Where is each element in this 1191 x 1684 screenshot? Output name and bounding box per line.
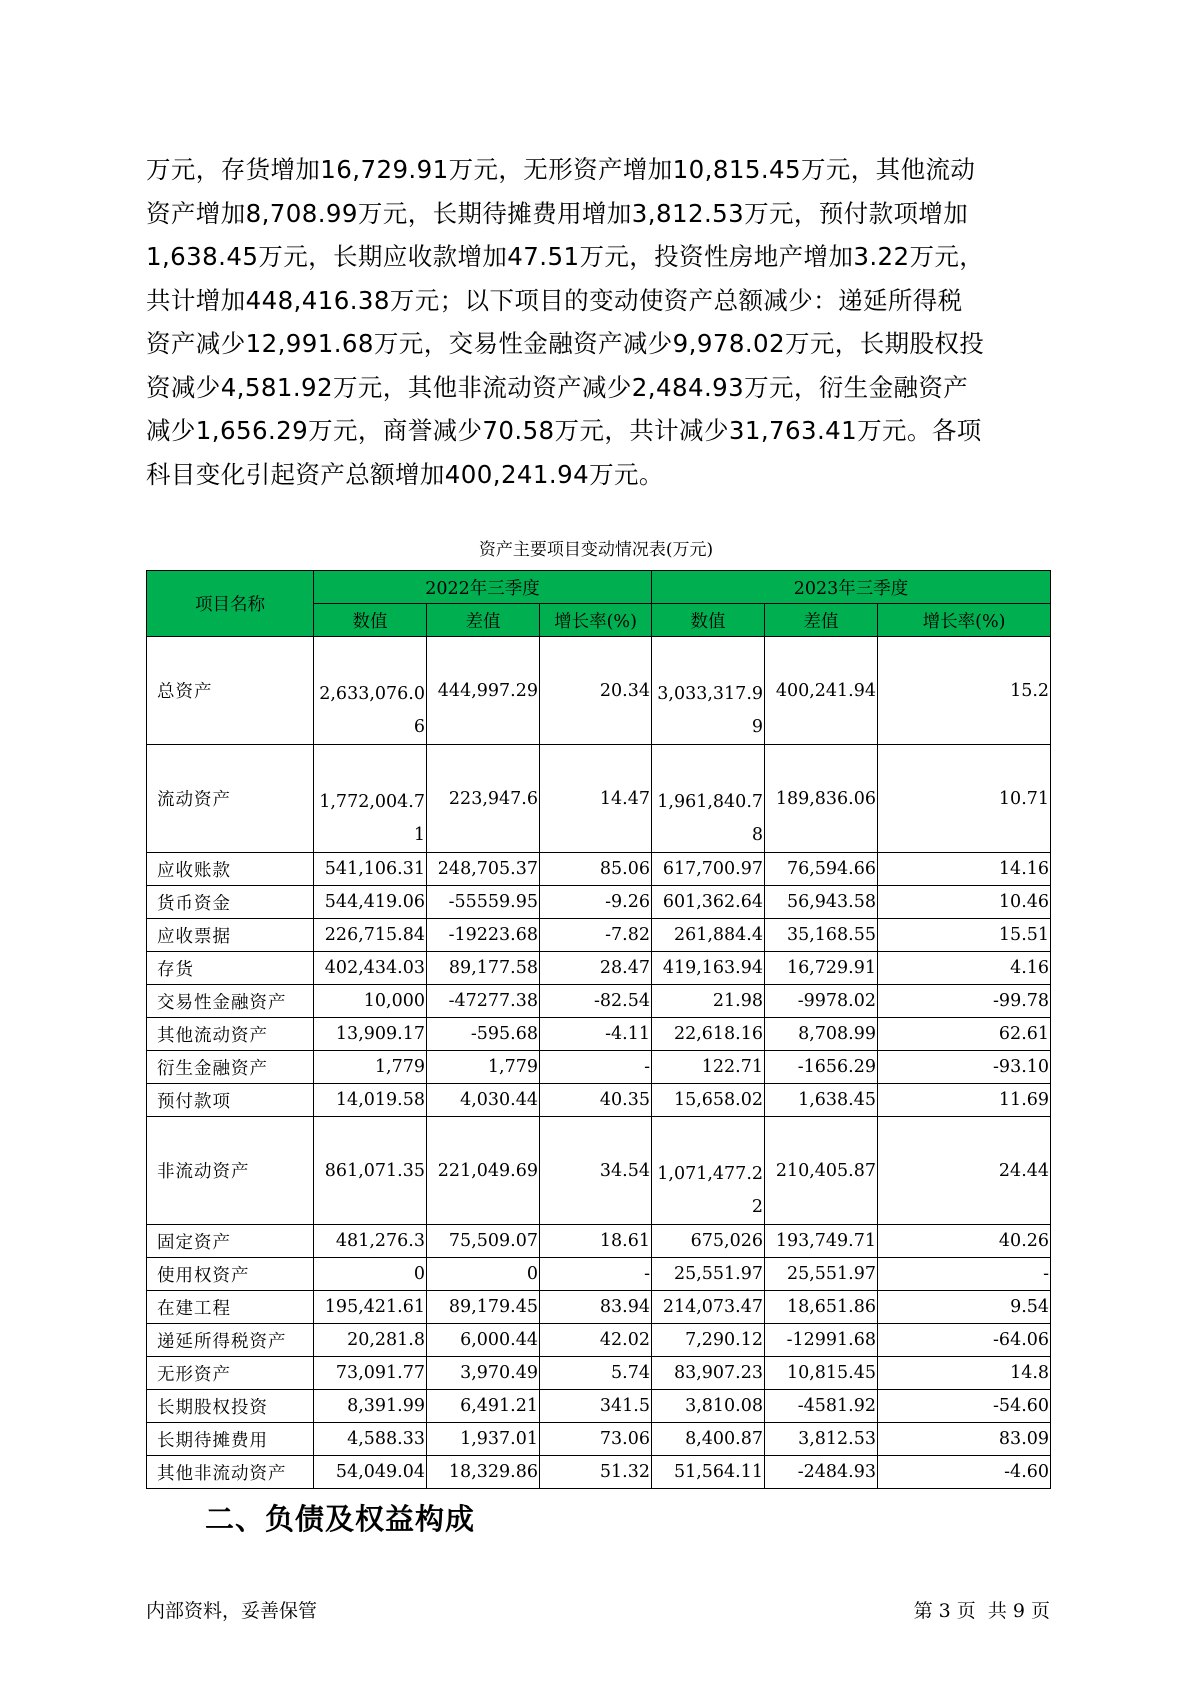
paragraph-line: 资产减少12,991.68万元，交易性金融资产减少9,978.02万元，长期股权投 <box>146 329 985 358</box>
value-2023: 22,618.16 <box>652 1018 765 1051</box>
rate-2022: -4.11 <box>540 1018 652 1051</box>
value-2023: 7,290.12 <box>652 1324 765 1357</box>
section-heading: 二、负债及权益构成 <box>205 1502 476 1536</box>
paragraph-line: 共计增加448,416.38万元；以下项目的变动使资产总额减少：递延所得税 <box>146 285 963 315</box>
rate-2023: 10.46 <box>878 886 1051 919</box>
table-row <box>147 1456 1051 1489</box>
rate-2023: 11.69 <box>878 1084 1051 1117</box>
diff-2022: -47277.38 <box>427 985 540 1018</box>
value-2022: 20,281.8 <box>314 1324 427 1357</box>
table-row <box>147 919 1051 952</box>
table-row <box>147 1291 1051 1324</box>
value-2023 <box>652 745 765 853</box>
value-2022: 0 <box>314 1258 427 1291</box>
footer-confidential-note: 内部资料，妥善保管 <box>146 1600 318 1622</box>
table-row <box>147 952 1051 985</box>
rate-2022: 40.35 <box>540 1084 652 1117</box>
diff-2023: 10,815.45 <box>765 1357 878 1390</box>
row-label: 使用权资产 <box>147 1258 314 1291</box>
value-2023: 214,073.47 <box>652 1291 765 1324</box>
value-2023 <box>652 637 765 745</box>
rate-2023: 4.16 <box>878 952 1051 985</box>
table-row <box>147 1225 1051 1258</box>
rate-2023: -93.10 <box>878 1051 1051 1084</box>
row-label: 交易性金融资产 <box>147 985 314 1018</box>
value-2022: 226,715.84 <box>314 919 427 952</box>
row-label: 其他非流动资产 <box>147 1456 314 1489</box>
diff-2023: 25,551.97 <box>765 1258 878 1291</box>
diff-2022: -55559.95 <box>427 886 540 919</box>
rate-2023: 15.2 <box>878 637 1051 745</box>
row-label: 长期待摊费用 <box>147 1423 314 1456</box>
diff-2023: 35,168.55 <box>765 919 878 952</box>
cell-value: 1,961,840.78 <box>657 792 764 845</box>
value-2023: 601,362.64 <box>652 886 765 919</box>
header-item-name: 项目名称 <box>147 571 314 637</box>
row-label: 预付款项 <box>147 1084 314 1117</box>
value-2022: 10,000 <box>314 985 427 1018</box>
value-2023: 83,907.23 <box>652 1357 765 1390</box>
diff-2023: -2484.93 <box>765 1456 878 1489</box>
value-2023: 8,400.87 <box>652 1423 765 1456</box>
value-2022: 13,909.17 <box>314 1018 427 1051</box>
diff-2022: 4,030.44 <box>427 1084 540 1117</box>
body-paragraph <box>146 148 1046 496</box>
value-2022: 73,091.77 <box>314 1357 427 1390</box>
row-label: 固定资产 <box>147 1225 314 1258</box>
rate-2023: 83.09 <box>878 1423 1051 1456</box>
row-label: 长期股权投资 <box>147 1390 314 1423</box>
table-row <box>147 1423 1051 1456</box>
header-rate-2022: 增长率(%) <box>540 604 652 637</box>
rate-2023: 40.26 <box>878 1225 1051 1258</box>
diff-2022: 0 <box>427 1258 540 1291</box>
rate-2022: 83.94 <box>540 1291 652 1324</box>
rate-2023: 14.16 <box>878 853 1051 886</box>
value-2023: 675,026 <box>652 1225 765 1258</box>
rate-2022: 5.74 <box>540 1357 652 1390</box>
paragraph-line: 资产增加8,708.99万元，长期待摊费用增加3,812.53万元，预付款项增加 <box>146 198 969 228</box>
rate-2022: -7.82 <box>540 919 652 952</box>
rate-2023: 62.61 <box>878 1018 1051 1051</box>
rate-2022: 20.34 <box>540 637 652 745</box>
rate-2023: - <box>878 1258 1051 1291</box>
table-row <box>147 853 1051 886</box>
rate-2022: - <box>540 1051 652 1084</box>
row-label: 应收票据 <box>147 919 314 952</box>
diff-2023: 56,943.58 <box>765 886 878 919</box>
rate-2022: 42.02 <box>540 1324 652 1357</box>
value-2022: 8,391.99 <box>314 1390 427 1423</box>
value-2022: 541,106.31 <box>314 853 427 886</box>
diff-2022: 1,779 <box>427 1051 540 1084</box>
rate-2023: 10.71 <box>878 745 1051 853</box>
diff-2022: 6,491.21 <box>427 1390 540 1423</box>
value-2022 <box>314 745 427 853</box>
value-2022: 481,276.3 <box>314 1225 427 1258</box>
rate-2022: 51.32 <box>540 1456 652 1489</box>
rate-2023: 15.51 <box>878 919 1051 952</box>
value-2022: 195,421.61 <box>314 1291 427 1324</box>
value-2023: 3,810.08 <box>652 1390 765 1423</box>
diff-2023: -1656.29 <box>765 1051 878 1084</box>
value-2023: 261,884.4 <box>652 919 765 952</box>
value-2022: 544,419.06 <box>314 886 427 919</box>
table-row <box>147 985 1051 1018</box>
header-diff-2023: 差值 <box>765 604 878 637</box>
diff-2022: 1,937.01 <box>427 1423 540 1456</box>
row-label: 非流动资产 <box>147 1117 314 1225</box>
rate-2022: 85.06 <box>540 853 652 886</box>
value-2023 <box>652 1117 765 1225</box>
table-row <box>147 1084 1051 1117</box>
table-row <box>147 1258 1051 1291</box>
row-label: 存货 <box>147 952 314 985</box>
diff-2023: -9978.02 <box>765 985 878 1018</box>
table-row <box>147 1390 1051 1423</box>
paragraph-line: 1,638.45万元，长期应收款增加47.51万元，投资性房地产增加3.22万元， <box>146 242 985 271</box>
diff-2022: 223,947.6 <box>427 745 540 853</box>
row-label: 衍生金融资产 <box>147 1051 314 1084</box>
footer-page-number: 第 3 页 共 9 页 <box>913 1600 1050 1622</box>
table-row <box>147 637 1051 745</box>
diff-2022: -595.68 <box>427 1018 540 1051</box>
table-row <box>147 1324 1051 1357</box>
table-row <box>147 1018 1051 1051</box>
table-caption: 资产主要项目变动情况表(万元) <box>478 540 714 560</box>
paragraph-line: 科目变化引起资产总额增加400,241.94万元。 <box>146 459 664 489</box>
rate-2022: 28.47 <box>540 952 652 985</box>
row-label: 总资产 <box>147 637 314 745</box>
diff-2023: 76,594.66 <box>765 853 878 886</box>
value-2022: 54,049.04 <box>314 1456 427 1489</box>
row-label: 递延所得税资产 <box>147 1324 314 1357</box>
value-2023: 25,551.97 <box>652 1258 765 1291</box>
rate-2022: 14.47 <box>540 745 652 853</box>
paragraph-line: 资减少4,581.92万元，其他非流动资产减少2,484.93万元，衍生金融资产 <box>146 372 969 402</box>
value-2023: 21.98 <box>652 985 765 1018</box>
rate-2022: 18.61 <box>540 1225 652 1258</box>
table-row <box>147 886 1051 919</box>
rate-2022: -9.26 <box>540 886 652 919</box>
diff-2022: 89,179.45 <box>427 1291 540 1324</box>
table-row <box>147 1051 1051 1084</box>
diff-2022: -19223.68 <box>427 919 540 952</box>
rate-2023: -54.60 <box>878 1390 1051 1423</box>
rate-2023: -64.06 <box>878 1324 1051 1357</box>
diff-2022: 248,705.37 <box>427 853 540 886</box>
table-row <box>147 1117 1051 1225</box>
row-label: 其他流动资产 <box>147 1018 314 1051</box>
diff-2023: -4581.92 <box>765 1390 878 1423</box>
rate-2022: 34.54 <box>540 1117 652 1225</box>
row-label: 无形资产 <box>147 1357 314 1390</box>
diff-2022: 89,177.58 <box>427 952 540 985</box>
rate-2022: -82.54 <box>540 985 652 1018</box>
value-2023: 51,564.11 <box>652 1456 765 1489</box>
rate-2023: -4.60 <box>878 1456 1051 1489</box>
header-value-2023: 数值 <box>652 604 765 637</box>
row-label: 应收账款 <box>147 853 314 886</box>
diff-2023: 189,836.06 <box>765 745 878 853</box>
diff-2023: 1,638.45 <box>765 1084 878 1117</box>
diff-2022: 75,509.07 <box>427 1225 540 1258</box>
header-group-2022: 2022年三季度 <box>314 571 652 604</box>
cell-value: 2,633,076.06 <box>319 684 425 737</box>
paragraph-line: 减少1,656.29万元，商誉减少70.58万元，共计减少31,763.41万元。各项 <box>146 416 982 445</box>
cell-value: 1,772,004.71 <box>319 792 425 845</box>
value-2022: 861,071.35 <box>314 1117 427 1225</box>
header-diff-2022: 差值 <box>427 604 540 637</box>
header-group-2023: 2023年三季度 <box>652 571 1051 604</box>
cell-value: 1,071,477.22 <box>657 1164 764 1217</box>
paragraph-line: 万元，存货增加16,729.91万元，无形资产增加10,815.45万元，其他流动 <box>146 155 976 184</box>
value-2023: 15,658.02 <box>652 1084 765 1117</box>
diff-2023: 400,241.94 <box>765 637 878 745</box>
value-2022 <box>314 637 427 745</box>
value-2022: 4,588.33 <box>314 1423 427 1456</box>
diff-2022: 221,049.69 <box>427 1117 540 1225</box>
rate-2023: 14.8 <box>878 1357 1051 1390</box>
rate-2023: -99.78 <box>878 985 1051 1018</box>
rate-2022: 73.06 <box>540 1423 652 1456</box>
diff-2022: 444,997.29 <box>427 637 540 745</box>
value-2022: 402,434.03 <box>314 952 427 985</box>
diff-2023: 210,405.87 <box>765 1117 878 1225</box>
row-label: 在建工程 <box>147 1291 314 1324</box>
value-2023: 419,163.94 <box>652 952 765 985</box>
row-label: 货币资金 <box>147 886 314 919</box>
diff-2022: 18,329.86 <box>427 1456 540 1489</box>
diff-2023: 16,729.91 <box>765 952 878 985</box>
cell-value: 3,033,317.99 <box>657 684 764 737</box>
rate-2023: 24.44 <box>878 1117 1051 1225</box>
diff-2023: 18,651.86 <box>765 1291 878 1324</box>
value-2022: 14,019.58 <box>314 1084 427 1117</box>
value-2023: 617,700.97 <box>652 853 765 886</box>
rate-2023: 9.54 <box>878 1291 1051 1324</box>
rate-2022: 341.5 <box>540 1390 652 1423</box>
asset-change-table <box>146 570 1051 1489</box>
diff-2023: 3,812.53 <box>765 1423 878 1456</box>
diff-2023: 193,749.71 <box>765 1225 878 1258</box>
diff-2023: -12991.68 <box>765 1324 878 1357</box>
row-label: 流动资产 <box>147 745 314 853</box>
diff-2022: 3,970.49 <box>427 1357 540 1390</box>
value-2022: 1,779 <box>314 1051 427 1084</box>
diff-2023: 8,708.99 <box>765 1018 878 1051</box>
header-value-2022: 数值 <box>314 604 427 637</box>
table-row <box>147 745 1051 853</box>
value-2023: 122.71 <box>652 1051 765 1084</box>
header-rate-2023: 增长率(%) <box>878 604 1051 637</box>
rate-2022: - <box>540 1258 652 1291</box>
table-row <box>147 1357 1051 1390</box>
diff-2022: 6,000.44 <box>427 1324 540 1357</box>
